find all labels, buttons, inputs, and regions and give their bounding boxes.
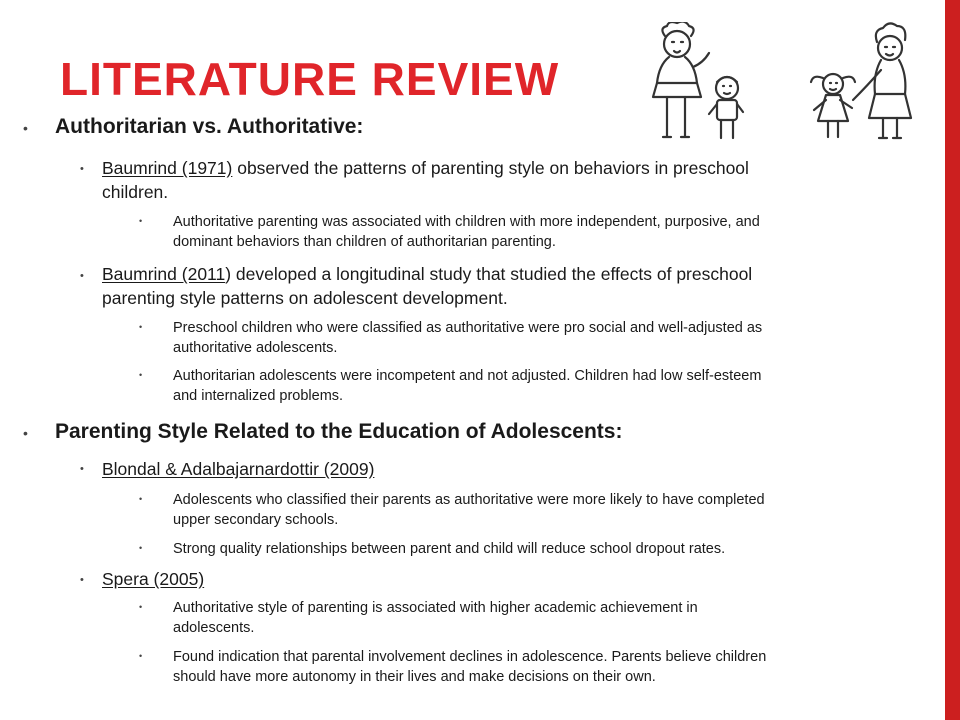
- section-heading-education: Parenting Style Related to the Education of Adolescents:: [55, 420, 623, 443]
- list-item-baumrind-2011: Baumrind (2011) developed a longitudinal study that studied the effects of preschool parenting style patterns on adolescent development.: [102, 264, 753, 308]
- bullet-dot: •: [23, 120, 28, 136]
- bullet-dot: •: [139, 322, 143, 332]
- slide-title: LITERATURE REVIEW: [60, 53, 560, 105]
- bullet-dot: •: [139, 602, 143, 612]
- bullet-dot: •: [139, 494, 143, 504]
- right-accent-bar: [945, 0, 960, 720]
- bullet-dot: •: [80, 163, 84, 175]
- bullet-dot: •: [80, 574, 84, 586]
- citation-link[interactable]: Baumrind (1971): [102, 158, 233, 178]
- bullet-dot: •: [23, 425, 28, 441]
- bullet-dot: •: [80, 463, 84, 475]
- sub-item: Preschool children who were classified as authoritative were pro social and well-adjusted as authoritative adolescents.: [173, 320, 763, 356]
- citation-link[interactable]: Baumrind (2011: [102, 264, 226, 284]
- sub-item: Authoritative parenting was associated with children with more independent, purposive, and dominant behaviors than children of authoritarian parenting.: [173, 214, 760, 250]
- bullet-dot: •: [139, 216, 143, 226]
- sub-item: Strong quality relationships between parent and child will reduce school dropout rates.: [173, 541, 726, 557]
- sub-item: Authoritative style of parenting is associated with higher academic achievement in adolescents.: [173, 600, 698, 636]
- sub-item: Adolescents who classified their parents as authoritative were more likely to have completed upper secondary schools.: [173, 492, 765, 528]
- citation-link[interactable]: Spera (2005): [102, 569, 205, 589]
- bullet-dot: •: [139, 651, 143, 661]
- bullet-dot: •: [139, 370, 143, 380]
- citation-link[interactable]: Blondal & Adalbajarnardottir (2009): [102, 459, 375, 479]
- bullet-dot: •: [139, 543, 143, 553]
- list-item-spera: [102, 567, 892, 591]
- list-item-blondal: [102, 457, 892, 481]
- sub-item: Authoritarian adolescents were incompetent and not adjusted. Children had low self-esteem and internalized problems.: [173, 368, 762, 404]
- sub-item: Found indication that parental involvement declines in adolescence. Parents believe children should have more autonomy in their lives and make decisions on their own.: [173, 649, 767, 685]
- bullet-dot: •: [80, 270, 84, 282]
- list-item-baumrind-1971: Baumrind (1971) observed the patterns of parenting style on behaviors in preschool children.: [102, 158, 749, 202]
- section-heading-authoritarian: Authoritarian vs. Authoritative:: [55, 115, 364, 138]
